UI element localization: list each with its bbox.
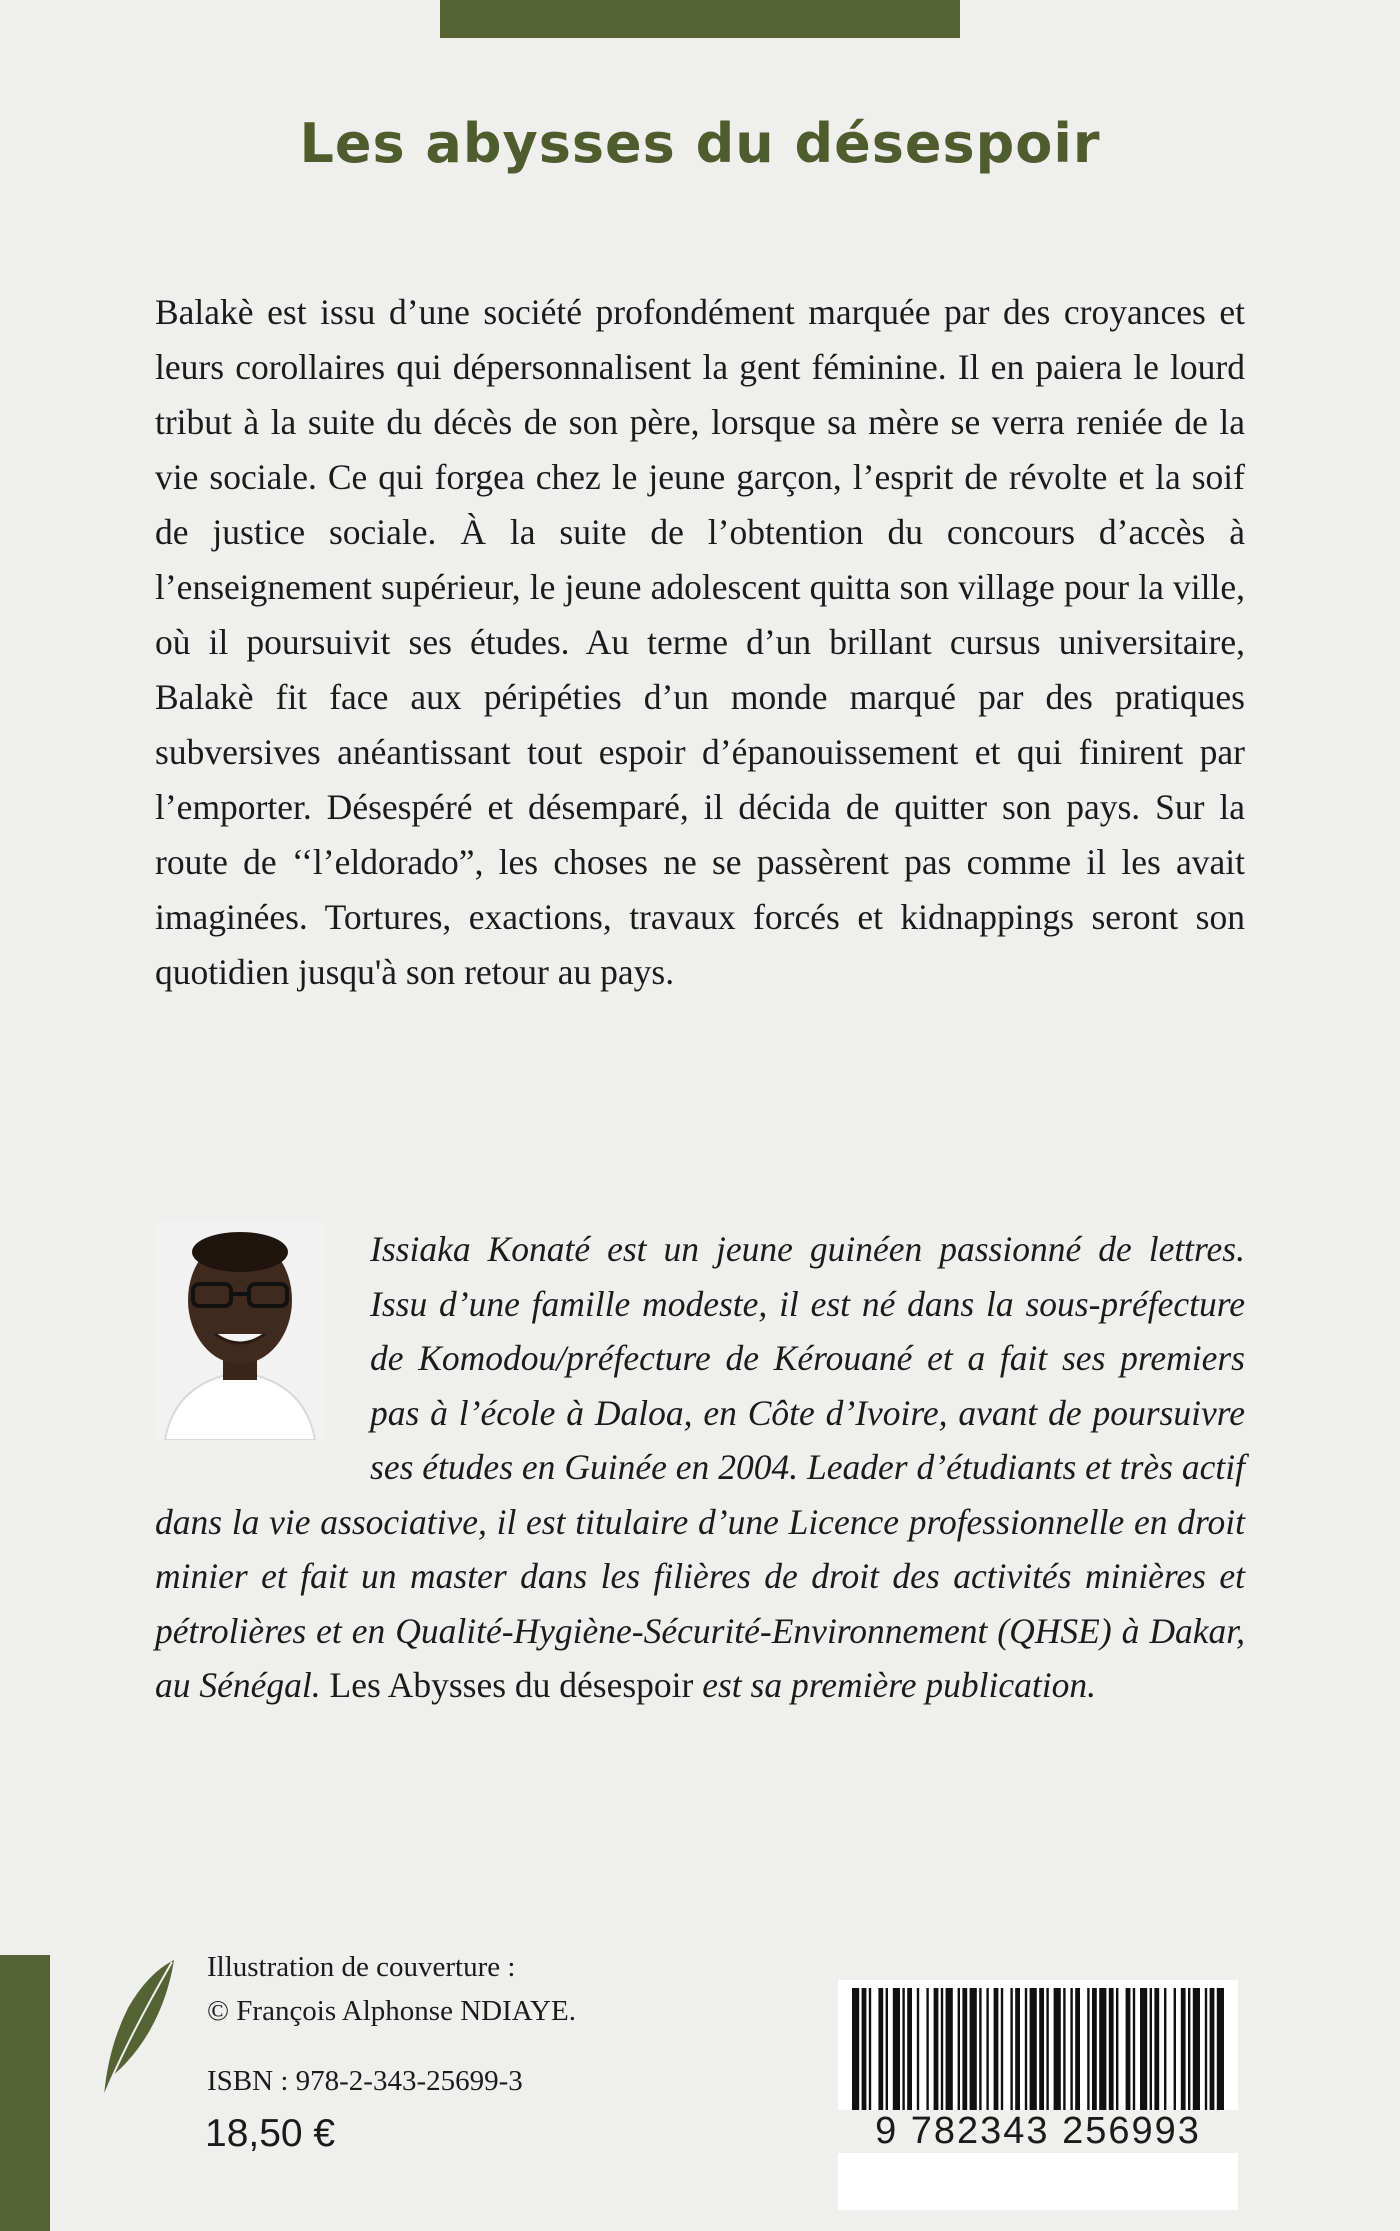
book-title: Les abysses du désespoir: [299, 112, 1101, 175]
side-accent-bar: [0, 1955, 50, 2231]
price-label: 18,50 €: [205, 2112, 336, 2155]
barcode-icon: [838, 1980, 1238, 2210]
isbn-label: ISBN : 978-2-343-25699-3: [207, 2065, 523, 2097]
credits-line-2: © François Alphonse NDIAYE.: [207, 1995, 576, 2027]
author-book-reference: Les Abysses du désespoir: [329, 1665, 694, 1705]
synopsis-text: Balakè est issu d’une société profondément marquée par des croyances et leurs corollaires qui dépersonnalisent la gent féminine. Il en paiera le lourd tribut à la suite du décès de son père, lorsque sa mère se verra reniée de la vie sociale. Ce qui forgea chez le jeune garçon, l’esprit de révolte et la soif de justice sociale. À la suite de l’obtention du concours d’accès à l’enseignement supérieur, le jeune adolescent quitta son village pour la ville, où il poursuivit ses études. Au terme d’un brillant cursus universitaire, Balakè fit face aux péripéties d’un monde marqué par des pratiques subversives anéantissant tout espoir d’épanouissement et qui finirent par l’emporter. Désespéré et désemparé, il décida de quitter son pays. Sur la route de ‘‘l’eldorado”, les choses ne se passèrent pas comme il les avait imaginées. Tortures, exactions, travaux forcés et kidnappings seront son quotidien jusqu'à son retour au pays.: [155, 292, 1245, 992]
author-photo: [155, 1222, 370, 1452]
credits-line-1: Illustration de couverture :: [207, 1951, 516, 1983]
cover-credits: [207, 1945, 576, 2033]
barcode-digits: 9 782343 256993: [838, 2110, 1238, 2153]
top-accent-bar: [440, 0, 960, 38]
author-bio-closing: est sa première publication.: [702, 1665, 1096, 1705]
author-bio-block: [155, 1222, 1245, 1713]
author-bio-text: Issiaka Konaté est un jeune guinéen passionné de lettres. Issu d’une famille modeste, il est né dans la sous-préfecture de Komodou/préfecture de Kérouané et a fait ses premiers pas à l’école à Daloa, en Côte d’Ivoire, avant de poursuivre ses études en Guinée en 2004. Leader d’étudiants et très actif dans la vie associative, il est titulaire d’une Licence professionnelle en droit minier et fait un master dans les filières de droit des activités minières et pétrolières et en Qualité-Hygiène-Sécurité-Environnement (QHSE) à Dakar, au Sénégal.: [155, 1229, 1245, 1705]
feather-logo-icon: [98, 1958, 178, 2098]
author-portrait-icon: [155, 1222, 325, 1440]
